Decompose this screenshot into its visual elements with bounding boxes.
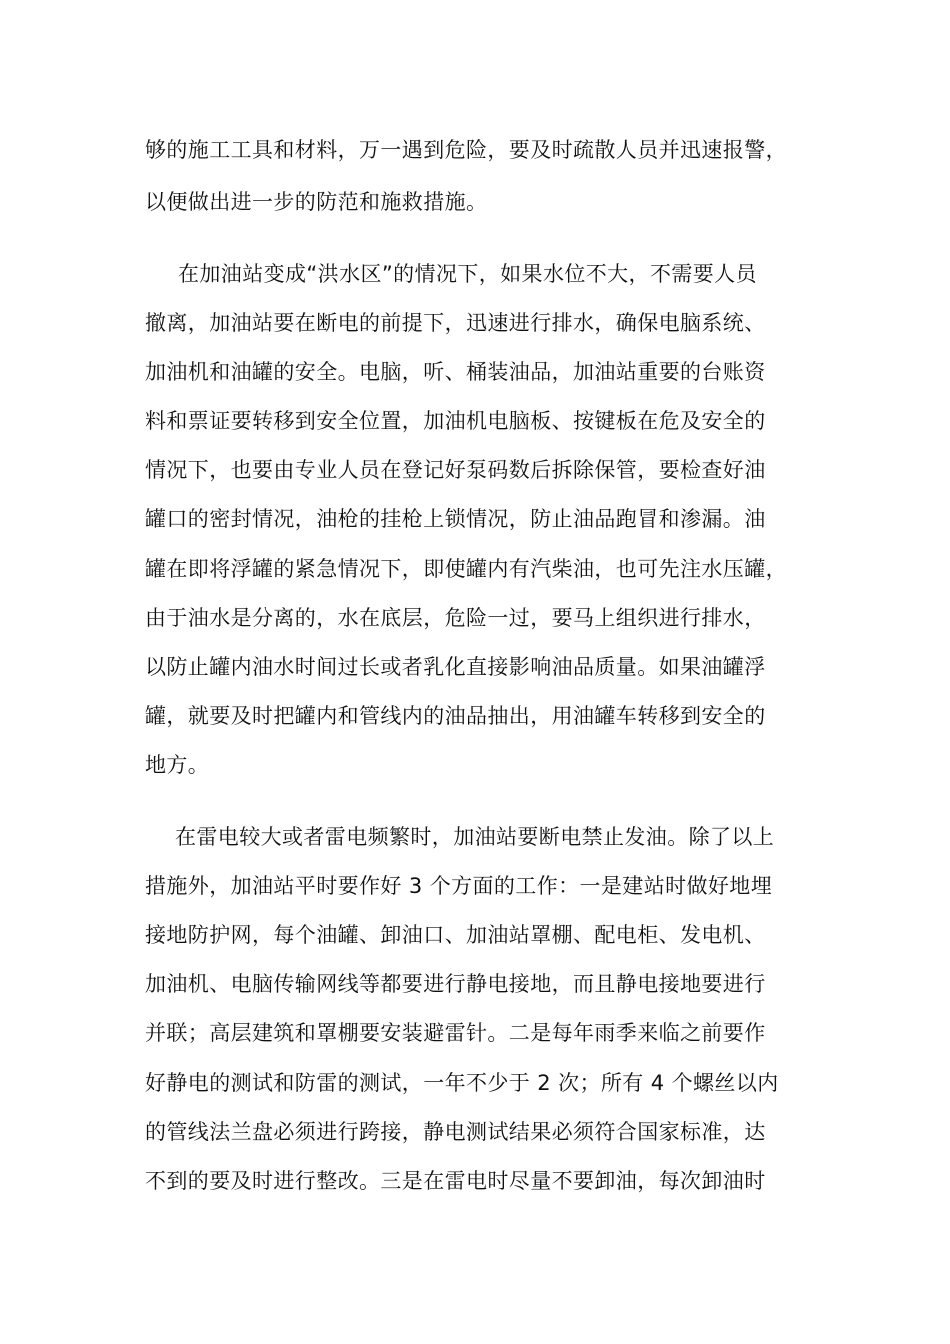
paragraph-3-line-5: 并联；高层建筑和罩棚要安装避雷针。二是每年雨季来临之前要作 [145, 1021, 766, 1045]
paragraph-2-line-2: 撤离，加油站要在断电的前提下，迅速进行排水，确保电脑系统、 [145, 311, 766, 335]
paragraph-2-line-6: 罐口的密封情况，油枪的挂枪上锁情况，防止油品跑冒和渗漏。油 [145, 507, 766, 531]
paragraph-3-line-4: 加油机、电脑传输网线等都要进行静电接地，而且静电接地要进行 [145, 972, 766, 996]
paragraph-3-line-3: 接地防护网，每个油罐、卸油口、加油站罩棚、配电柜、发电机、 [145, 923, 766, 947]
paragraph-2-line-11: 地方。 [145, 753, 210, 777]
paragraph-3-line-7: 的管线法兰盘必须进行跨接，静电测试结果必须符合国家标准，达 [145, 1120, 766, 1144]
paragraph-3-line-1: 在雷电较大或者雷电频繁时，加油站要断电禁止发油。除了以上 [175, 825, 775, 849]
paragraph-2-line-5: 情况下，也要由专业人员在登记好泵码数后拆除保管，要检查好油 [145, 458, 766, 482]
paragraph-2-line-4: 料和票证要转移到安全位置，加油机电脑板、按键板在危及安全的 [145, 409, 766, 433]
paragraph-2-line-3: 加油机和油罐的安全。电脑，听、桶装油品，加油站重要的台账资 [145, 360, 766, 384]
paragraph-1-line-2: 以便做出进一步的防范和施救措施。 [145, 190, 488, 214]
paragraph-3-line-2: 措施外，加油站平时要作好 3 个方面的工作：一是建站时做好地埋 [145, 874, 773, 898]
paragraph-2-line-8: 由于油水是分离的，水在底层，危险一过，要马上组织进行排水， [145, 606, 766, 630]
paragraph-3-line-6: 好静电的测试和防雷的测试，一年不少于 2 次；所有 4 个螺丝以内 [145, 1071, 779, 1095]
paragraph-2-line-10: 罐，就要及时把罐内和管线内的油品抽出，用油罐车转移到安全的 [145, 704, 766, 728]
paragraph-2-line-7: 罐在即将浮罐的紧急情况下，即使罐内有汽柴油，也可先注水压罐， [145, 557, 787, 581]
paragraph-2-line-9: 以防止罐内油水时间过长或者乳化直接影响油品质量。如果油罐浮 [145, 655, 766, 679]
paragraph-1-line-1: 够的施工工具和材料，万一遇到危险，要及时疏散人员并迅速报警， [145, 138, 787, 162]
paragraph-3-line-8: 不到的要及时进行整改。三是在雷电时尽量不要卸油，每次卸油时 [145, 1169, 766, 1193]
paragraph-2-line-1: 在加油站变成“洪水区”的情况下，如果水位不大，不需要人员 [178, 262, 757, 286]
